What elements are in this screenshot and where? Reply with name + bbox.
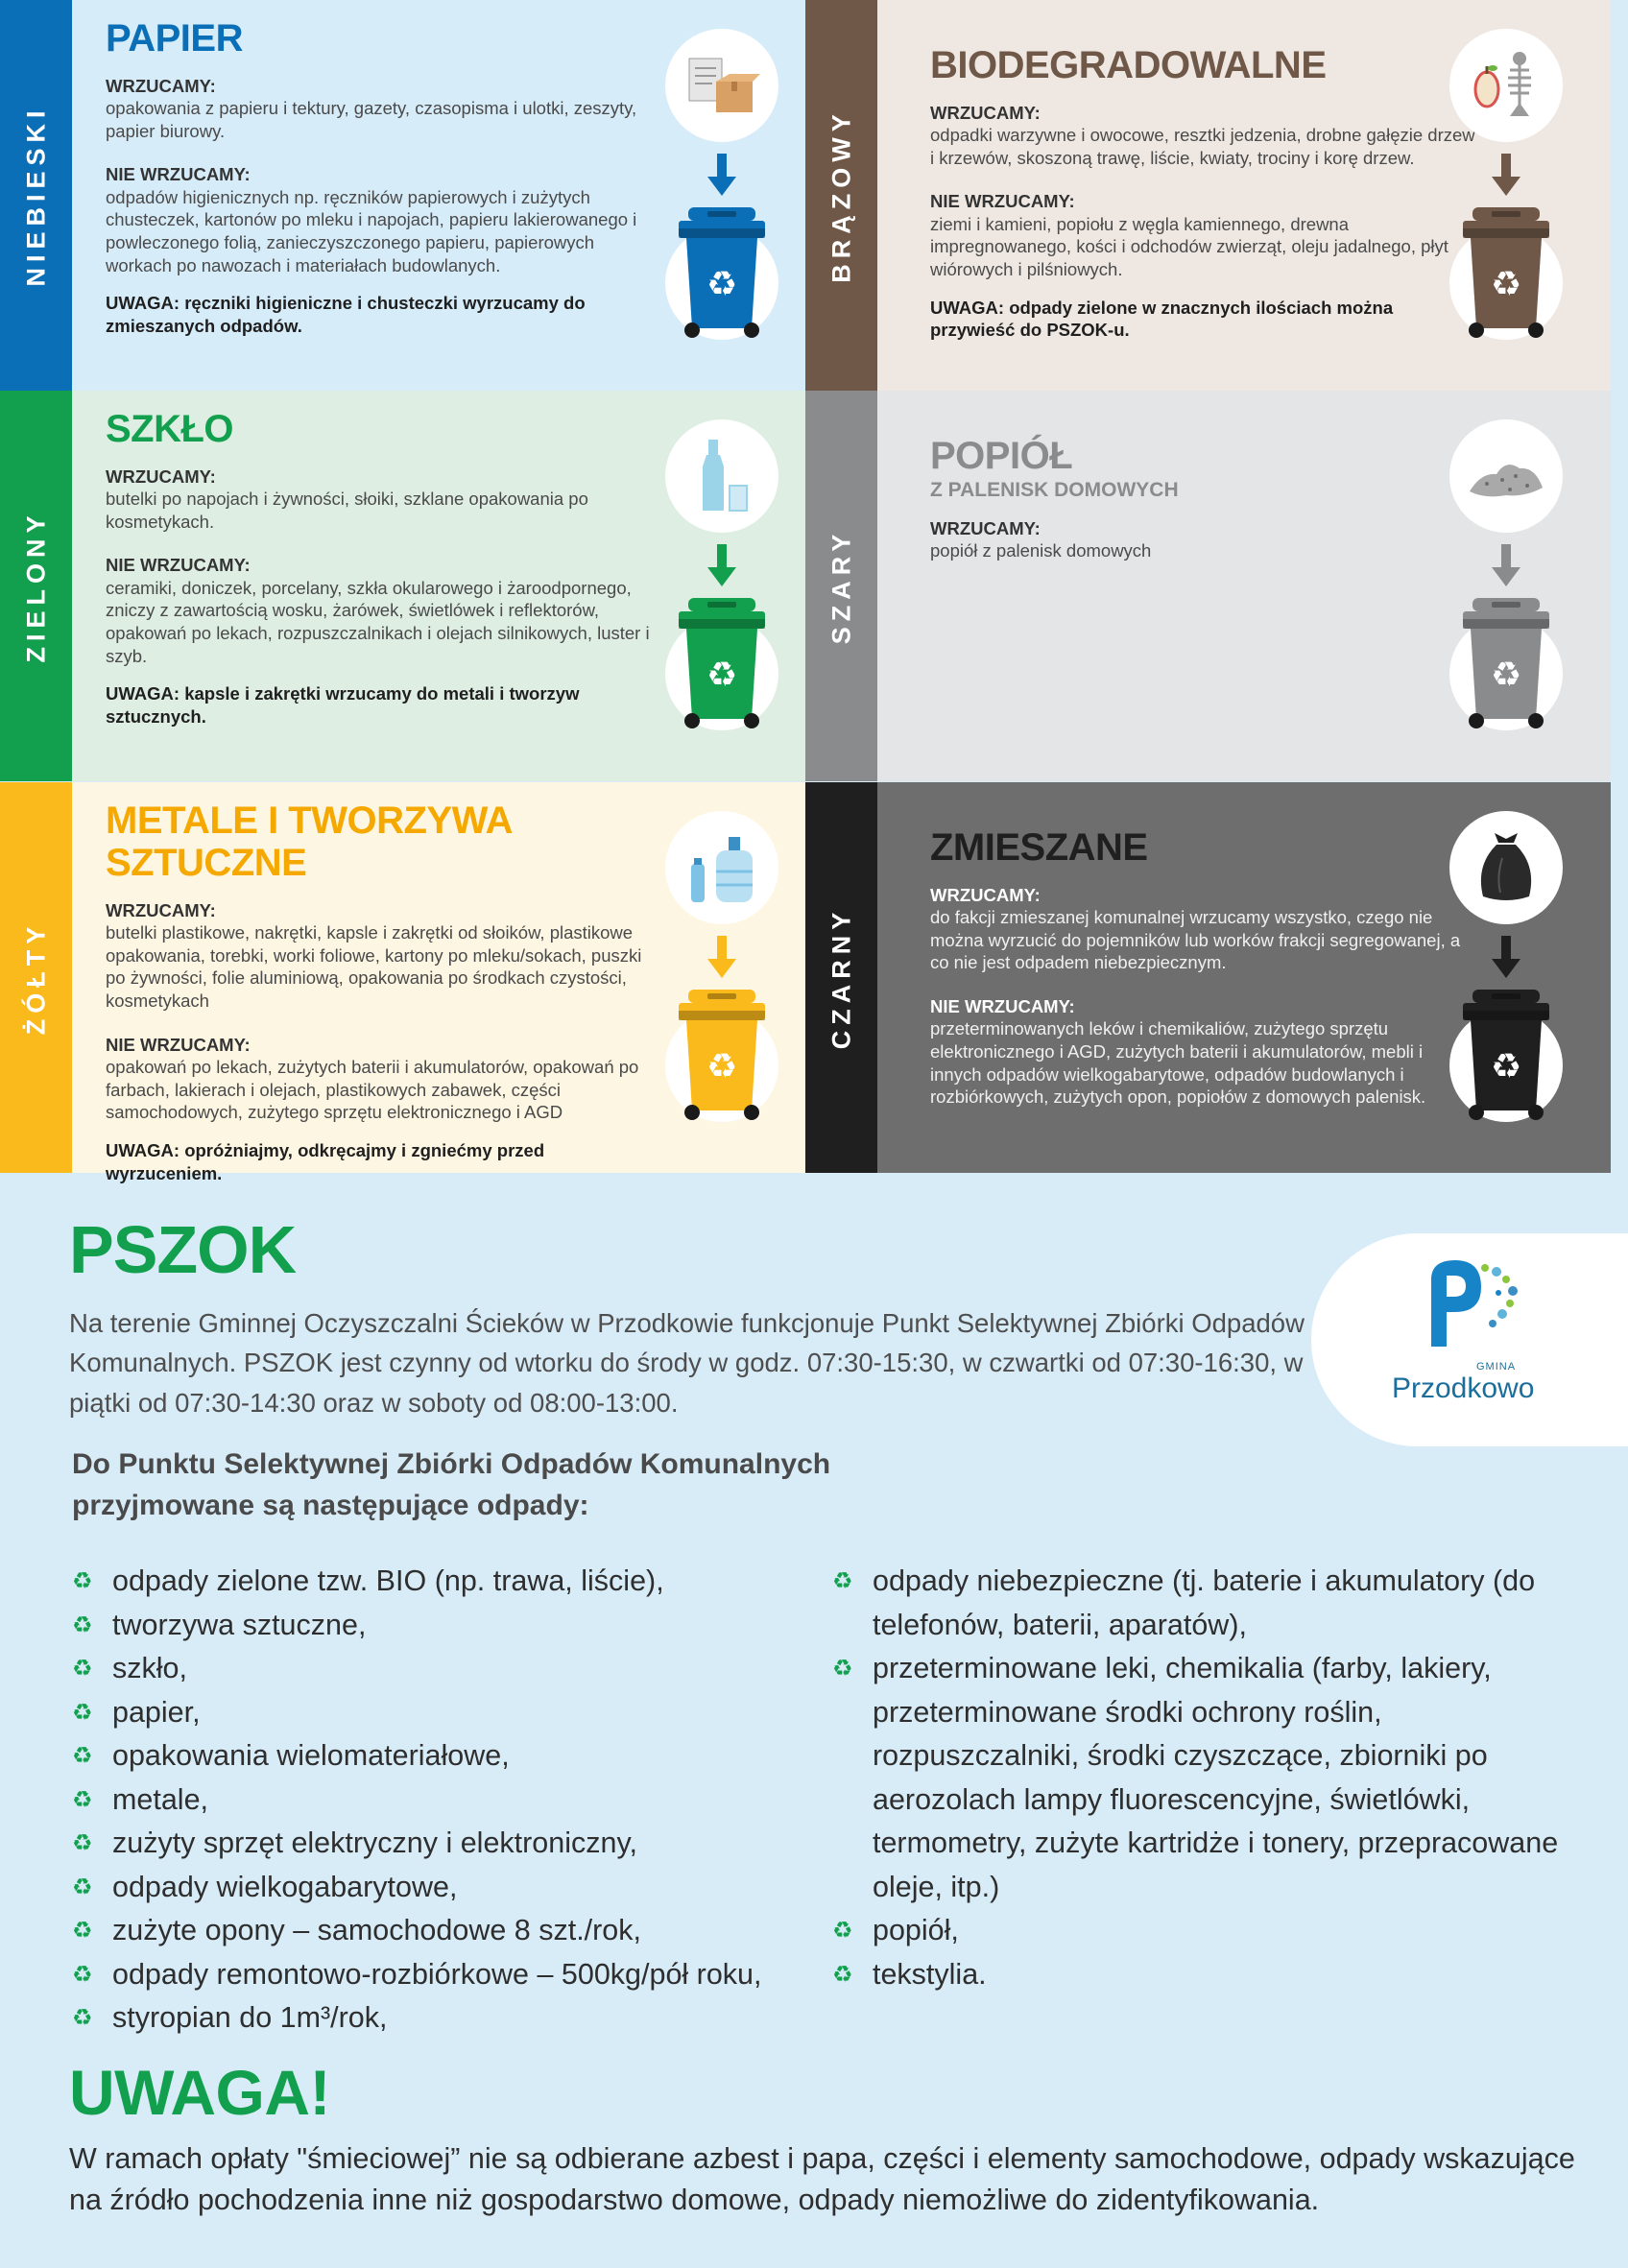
- panel-biodegradowalne: [805, 0, 1611, 391]
- accepted-waste-text: odpady wielkogabarytowe,: [112, 1870, 458, 1903]
- color-strip: [0, 0, 72, 391]
- accepted-waste-item: [72, 1779, 830, 1823]
- accepted-waste-item: [72, 1996, 830, 2041]
- recycle-bullet-icon: ♻: [832, 1918, 853, 1944]
- accepted-waste-heading: Do Punktu Selektywnej Zbiórki Odpadów Komunalnych przyjmowane są następujące odpady:: [72, 1448, 831, 1521]
- recycle-bullet-icon: ♻: [72, 1961, 93, 1988]
- panel-popiół: [805, 391, 1611, 781]
- recycle-bullet-icon: ♻: [72, 1743, 93, 1769]
- reject-text: ziemi i kamieni, popiołu z węgla kamiennego, drewna impregnowanego, kości i odchodów zwierząt, oleju jadalnego, płyt wiórowych i pilśniowych.: [930, 213, 1448, 279]
- accepted-waste-text: zużyty sprzęt elektryczny i elektroniczny,: [112, 1826, 637, 1859]
- panel-title: POPIÓŁ: [930, 435, 1073, 477]
- color-strip-label: BRĄZOWY: [826, 107, 855, 283]
- color-strip: [805, 782, 877, 1173]
- recycle-bullet-icon: ♻: [72, 1918, 93, 1944]
- waste-bin-icon: [679, 990, 765, 1129]
- recycle-bullet-icon: ♻: [832, 1656, 853, 1682]
- recycle-bullet-icon: ♻: [72, 1699, 93, 1726]
- svg-text:♻: ♻: [1490, 656, 1522, 695]
- pszok-intro: Na terenie Gminnej Oczyszczalni Ścieków w Przodkowie funkcjonuje Punkt Selektywnej Zbiórki Odpadów Komunalnych. PSZOK jest czynny od wtorku do środy w godz. 07:30-15:30, w czwartki od 07:30-16:30, w piątki od 07:30-14:30 oraz w soboty od 08:00-13:00.: [69, 1308, 1305, 1418]
- panel-szkło: [0, 391, 805, 781]
- waste-bin-icon: [1463, 598, 1549, 737]
- panel-title: ZMIESZANE: [930, 826, 1148, 869]
- svg-text:♻: ♻: [1490, 265, 1522, 304]
- accept-text: opakowania z papieru i tektury, gazety, czasopisma i ulotki, zeszyty, papier biurowy.: [106, 98, 637, 141]
- recycle-bullet-icon: ♻: [72, 1611, 93, 1638]
- recycle-bullet-icon: ♻: [72, 2005, 93, 2031]
- panel-title: SZKŁO: [106, 408, 234, 450]
- przodkowo-logo-icon: [1402, 1251, 1537, 1366]
- panel-title: PAPIER: [106, 17, 243, 60]
- paper-box-icon-circle: [665, 29, 778, 142]
- color-strip-label: SZARY: [826, 528, 855, 644]
- panel-zmieszane: [805, 782, 1611, 1173]
- accept-text: butelki plastikowe, nakrętki, kapsle i zakrętki od słoików, plastikowe opakowania, torebki, worki foliowe, kartony po mleku/sokach, puszki po żywności, folie aluminiową, opakowania po środkach czystości, kosmetykach: [106, 922, 642, 1012]
- warning-title: UWAGA!: [69, 2057, 330, 2128]
- recycle-bullet-icon: ♻: [72, 1830, 93, 1856]
- plastic-bottles-icon-circle: [665, 811, 778, 924]
- accept-label: WRZUCAMY:: [106, 900, 216, 920]
- accepted-waste-item: [832, 1953, 1562, 1997]
- recycle-bullet-icon: ♻: [832, 1568, 853, 1594]
- reject-label: NIE WRZUCAMY:: [106, 555, 251, 576]
- down-arrow-icon: [1492, 544, 1520, 591]
- down-arrow-icon: [707, 154, 736, 201]
- svg-text:♻: ♻: [706, 656, 738, 695]
- svg-text:♻: ♻: [706, 1047, 738, 1086]
- color-strip-label: ŻÓŁTY: [21, 920, 50, 1035]
- accepted-waste-text: metale,: [112, 1782, 209, 1816]
- accepted-waste-item: [832, 1647, 1562, 1909]
- accepted-waste-item: [72, 1866, 830, 1910]
- accept-label: WRZUCAMY:: [930, 885, 1041, 905]
- accepted-waste-item: [72, 1909, 830, 1953]
- accepted-waste-text: odpady niebezpieczne (tj. baterie i akumulatory (do telefonów, baterii, aparatów),: [873, 1564, 1536, 1641]
- accepted-waste-item: [72, 1734, 830, 1779]
- accepted-waste-text: opakowania wielomateriałowe,: [112, 1739, 510, 1772]
- recycle-bullet-icon: ♻: [72, 1656, 93, 1682]
- panel-content: [106, 800, 653, 1184]
- waste-bin-icon: [679, 207, 765, 346]
- accepted-waste-item: [72, 1691, 830, 1735]
- panel-note: UWAGA: kapsle i zakrętki wrzucamy do metali i tworzyw sztucznych.: [106, 683, 580, 727]
- down-arrow-icon: [707, 936, 736, 983]
- accepted-waste-text: zużyte opony – samochodowe 8 szt./rok,: [112, 1914, 641, 1946]
- panel-content: [106, 408, 653, 728]
- reject-text: ceramiki, doniczek, porcelany, szkła okularowego i żaroodpornego, zniczy z zawartością wosku, żarówek, świetlówek i reflektorów, opakowań po lekach, rozpuszczalnikach i olejach silnikowych, luster i szyb.: [106, 577, 650, 666]
- accepted-waste-item: [72, 1953, 830, 1997]
- color-strip-label: NIEBIESKI: [21, 104, 50, 287]
- color-strip-label: ZIELONY: [21, 509, 50, 663]
- trash-bag-icon-circle: [1449, 811, 1563, 924]
- glass-bottle-icon-circle: [665, 419, 778, 533]
- waste-bin-icon: [1463, 990, 1549, 1129]
- reject-label: NIE WRZUCAMY:: [930, 996, 1075, 1017]
- reject-label: NIE WRZUCAMY:: [106, 1034, 251, 1055]
- accepted-waste-item: [832, 1909, 1562, 1953]
- panel-note: UWAGA: odpady zielone w znacznych ilościach można przywieść do PSZOK-u.: [930, 297, 1394, 341]
- logo-gmina-label: GMINA: [1476, 1361, 1517, 1373]
- panel-note: UWAGA: ręczniki higieniczne i chusteczki wyrzucamy do zmieszanych odpadów.: [106, 293, 586, 336]
- panel-title: BIODEGRADOWALNE: [930, 44, 1327, 86]
- accept-text: do fakcji zmieszanej komunalnej wrzucamy wszystko, czego nie można wyrzucić do pojemników lub worków frakcji segregowanej, a co nie jest odpadem niebezpiecznym.: [930, 907, 1461, 973]
- gmina-logo: [1311, 1233, 1628, 1446]
- pszok-title: PSZOK: [69, 1212, 297, 1287]
- waste-bin-icon: [1463, 207, 1549, 346]
- accepted-waste-text: szkło,: [112, 1652, 187, 1684]
- recycle-bullet-icon: ♻: [72, 1786, 93, 1813]
- accepted-waste-text: tworzywa sztuczne,: [112, 1608, 367, 1641]
- waste-bin-icon: [679, 598, 765, 737]
- accepted-waste-item: [72, 1647, 830, 1691]
- accepted-waste-list-left: [72, 1560, 830, 2041]
- panel-content: [930, 826, 1477, 1109]
- color-strip: [805, 0, 877, 391]
- panel-subtitle: Z PALENISK DOMOWYCH: [930, 479, 1179, 501]
- accept-text: butelki po napojach i żywności, słoiki, szklane opakowania po kosmetykach.: [106, 489, 588, 532]
- accept-text: odpadki warzywne i owocowe, resztki jedzenia, drobne gałęzie drzew i krzewów, skoszoną trawę, liście, kwiaty, trociny i korę drzew.: [930, 125, 1475, 168]
- svg-text:♻: ♻: [1490, 1047, 1522, 1086]
- warning-text: W ramach opłaty "śmieciowej” nie są odbierane azbest i papa, części i elementy samochodowe, odpady wskazujące na źródło pochodzenia inne niż gospodarstwo domowe, odpady niemożliwe do zidentyfikowania.: [69, 2142, 1575, 2216]
- accepted-waste-text: papier,: [112, 1695, 201, 1729]
- accepted-waste-text: odpady remontowo-rozbiórkowe – 500kg/pół roku,: [112, 1957, 762, 1991]
- recycle-bullet-icon: ♻: [72, 1568, 93, 1594]
- accept-label: WRZUCAMY:: [106, 466, 216, 487]
- accept-label: WRZUCAMY:: [930, 518, 1041, 538]
- ash-pile-icon-circle: [1449, 419, 1563, 533]
- panel-content: [930, 44, 1477, 342]
- accepted-waste-item: [832, 1560, 1562, 1647]
- accepted-waste-text: styropian do 1m³/rok,: [112, 2001, 388, 2034]
- reject-label: NIE WRZUCAMY:: [930, 191, 1075, 212]
- reject-text: przeterminowanych leków i chemikaliów, zużytego sprzętu elektronicznego i AGD, zużytych baterii i akumulatorów, mebli i innych odpadów wielkogabarytowe, odpadów budowlanych i rozbiórkowych, zużytych opon, popiołów z domowych palenisk.: [930, 1018, 1426, 1108]
- color-strip-label: CZARNY: [826, 906, 855, 1049]
- accepted-waste-item: [72, 1604, 830, 1648]
- panel-content: [930, 435, 1477, 562]
- accepted-waste-text: przeterminowane leki, chemikalia (farby, lakiery, przeterminowane środki ochrony roślin, rozpuszczalniki, środki czyszczące, zbiorniki po aerozolach lampy fluorescencyjne, świetlówki, termometry, zużyte kartridże i tonery, przepracowane oleje, itp.): [873, 1652, 1559, 1903]
- reject-text: odpadów higienicznych np. ręczników papierowych i zużytych chusteczek, kartonów po mleku i napojach, papieru lakierowanego i powleczonego folią, zanieczyszczonego papieru, papierowych workach po nawozach i materiałach budowlanych.: [106, 186, 637, 275]
- accepted-waste-item: [72, 1822, 830, 1866]
- svg-text:♻: ♻: [706, 265, 738, 304]
- logo-name: Przodkowo: [1392, 1373, 1535, 1404]
- accepted-waste-text: odpady zielone tzw. BIO (np. trawa, liście),: [112, 1564, 664, 1597]
- panel-content: [106, 17, 653, 338]
- recycle-bullet-icon: ♻: [832, 1961, 853, 1988]
- reject-label: NIE WRZUCAMY:: [106, 164, 251, 185]
- panel-metale-i-tworzywa-sztuczne: [0, 782, 805, 1183]
- color-strip: [0, 391, 72, 781]
- panel-title: METALE I TWORZYWA SZTUCZNE: [106, 800, 512, 884]
- color-strip: [0, 782, 72, 1173]
- accepted-waste-text: tekstylia.: [873, 1957, 987, 1991]
- color-strip: [805, 391, 877, 781]
- down-arrow-icon: [707, 544, 736, 591]
- reject-text: opakowań po lekach, zużytych baterii i akumulatorów, opakowań po farbach, lakierach i olejach, plastikowych zabawek, części samochodowych, zużytego sprzętu elektronicznego i AGD: [106, 1056, 639, 1123]
- panel-papier: [0, 0, 805, 391]
- accepted-waste-text: popiół,: [873, 1914, 959, 1946]
- accept-label: WRZUCAMY:: [106, 76, 216, 96]
- accept-text: popiół z palenisk domowych: [930, 540, 1152, 561]
- recycle-bullet-icon: ♻: [72, 1874, 93, 1900]
- down-arrow-icon: [1492, 936, 1520, 983]
- accepted-waste-list-right: [832, 1560, 1562, 1996]
- panel-note: UWAGA: opróżniajmy, odkręcajmy i zgniećmy przed wyrzuceniem.: [106, 1139, 545, 1183]
- accepted-waste-item: [72, 1560, 830, 1604]
- apple-fishbone-icon-circle: [1449, 29, 1563, 142]
- accept-label: WRZUCAMY:: [930, 103, 1041, 123]
- down-arrow-icon: [1492, 154, 1520, 201]
